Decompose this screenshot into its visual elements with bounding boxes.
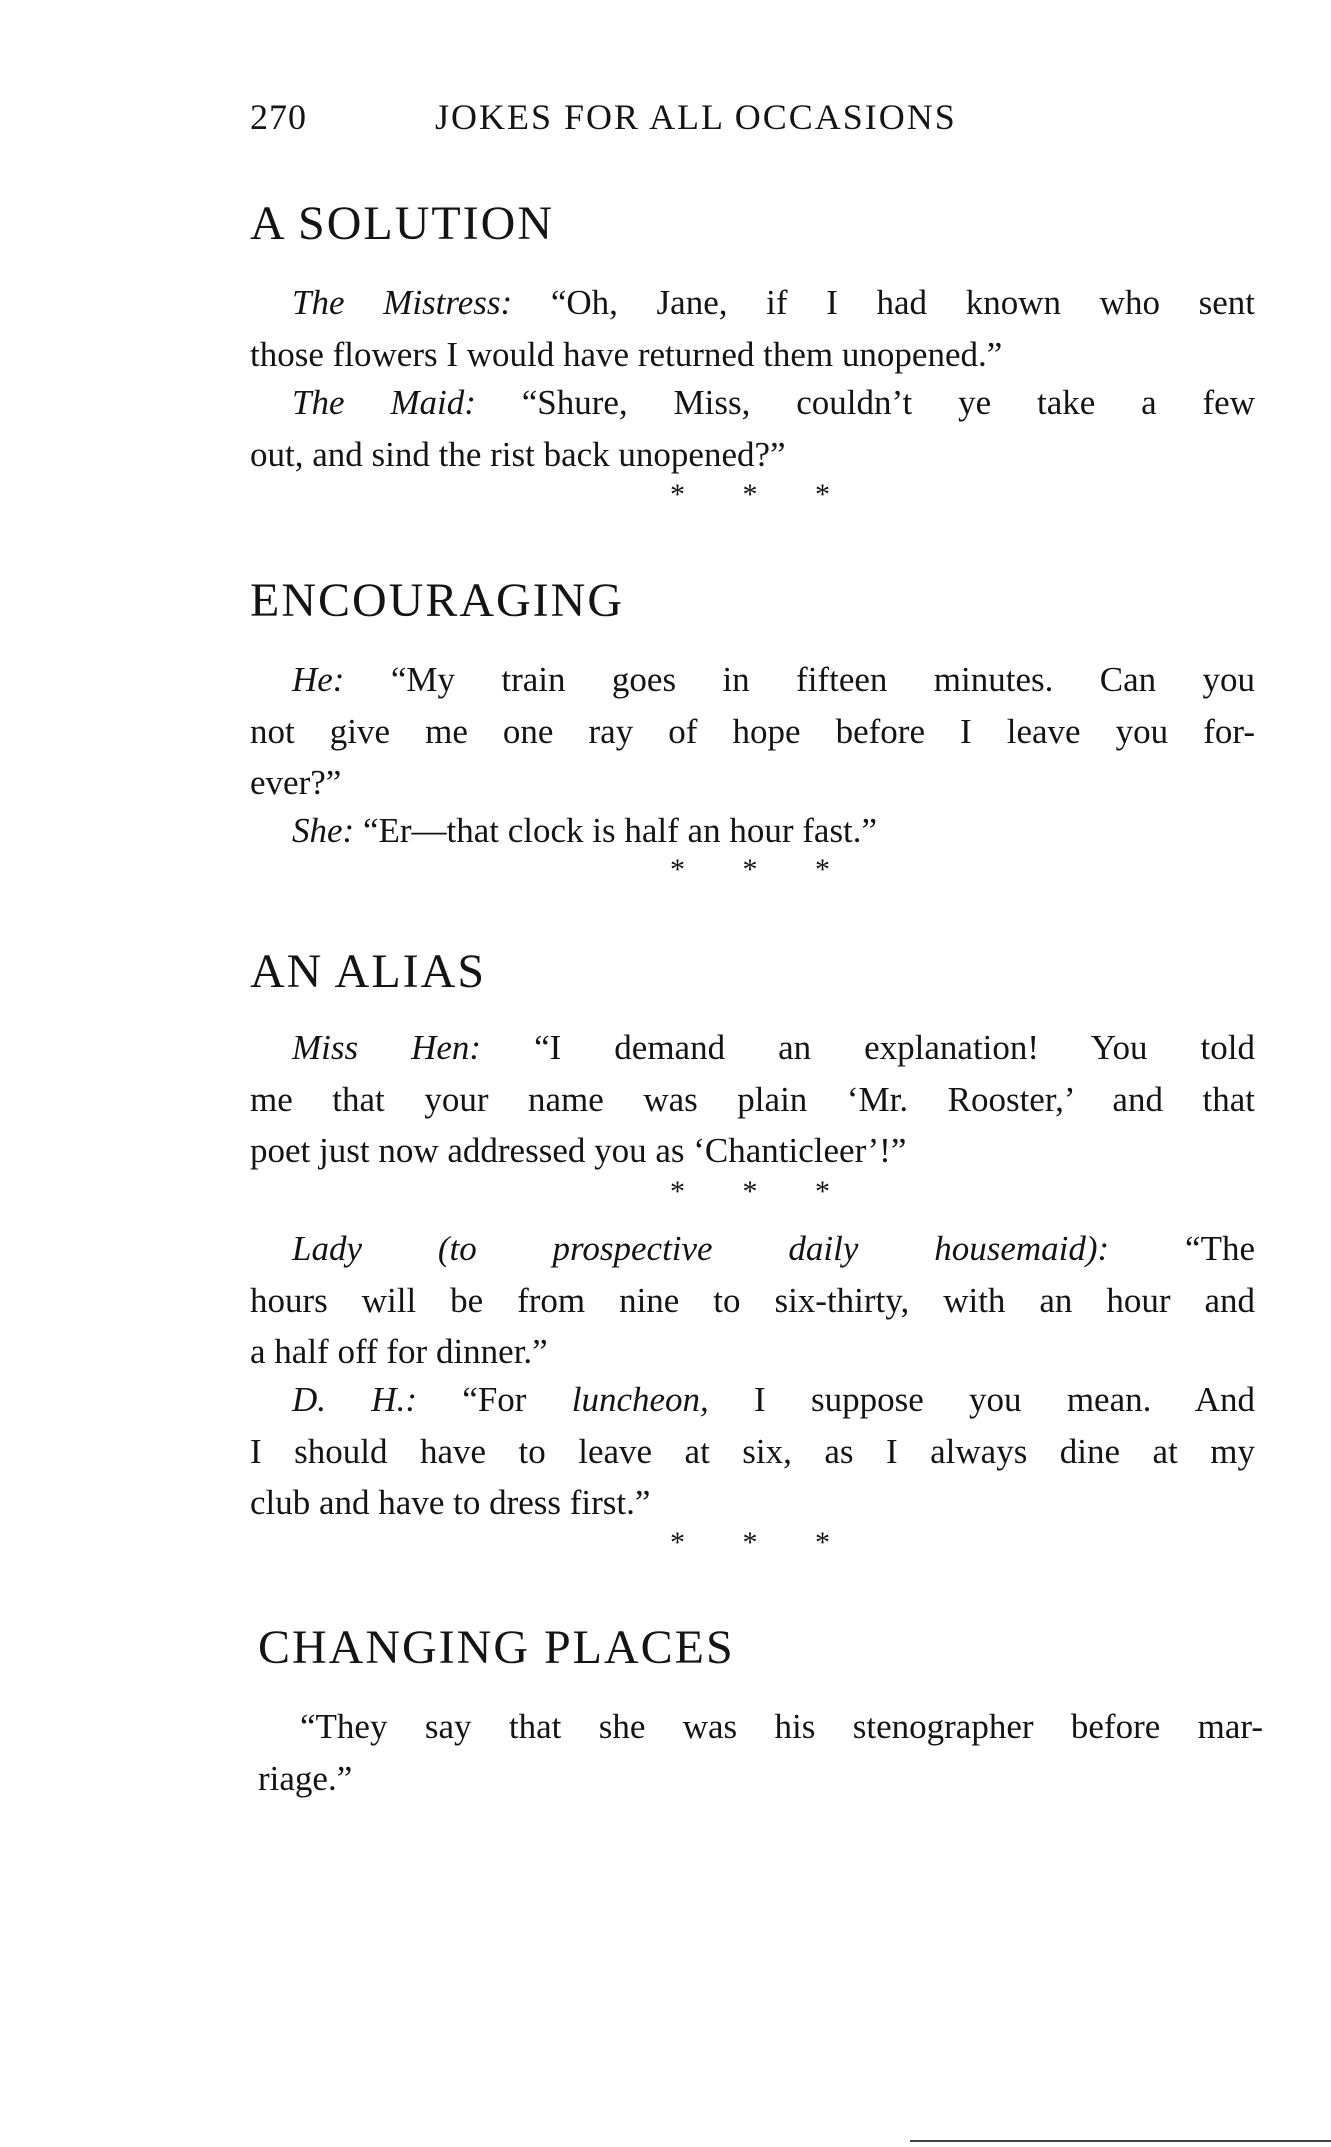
text: “My train goes in fifteen minutes. Can you <box>344 660 1255 699</box>
text: ever?” <box>250 763 342 802</box>
text: “For <box>417 1380 572 1419</box>
text-line <box>258 1701 1263 1753</box>
text-line <box>250 1426 1255 1478</box>
paragraph <box>250 805 1255 857</box>
text: not give me one ray of hope before I leave you for- <box>250 711 1255 751</box>
italic-text: D. H.: <box>292 1380 417 1419</box>
text: me that your name was plain ‘Mr. Rooster,’ and that <box>250 1079 1255 1119</box>
text-line <box>250 1074 1255 1126</box>
heading-encouraging: ENCOURAGING <box>250 574 624 627</box>
separator-stars: * * * <box>670 478 830 511</box>
text-line <box>250 805 1255 857</box>
running-title: JOKES FOR ALL OCCASIONS <box>435 97 957 137</box>
text: “Er—that clock is half an hour fast.” <box>354 811 878 850</box>
text-line <box>250 1477 1255 1529</box>
separator-stars: * * * <box>670 1175 830 1208</box>
text-line <box>250 1022 1255 1074</box>
text-line <box>250 329 1255 381</box>
text-line <box>258 1753 1263 1805</box>
text: I suppose you mean. And <box>708 1380 1255 1419</box>
text: “I demand an explanation! You told <box>481 1028 1255 1067</box>
separator-stars: * * * <box>670 853 830 886</box>
paragraph <box>250 1223 1255 1378</box>
heading-an-alias: AN ALIAS <box>250 945 487 998</box>
paragraph <box>250 377 1255 480</box>
text: “Shure, Miss, couldn’t ye take a few <box>475 383 1255 422</box>
paragraph <box>258 1701 1263 1804</box>
paragraph <box>250 1374 1255 1529</box>
text: poet just now addressed you as ‘Chanticleer’!” <box>250 1131 907 1170</box>
text: club and have to dress first.” <box>250 1483 651 1522</box>
text-line <box>250 1223 1255 1275</box>
text-line <box>250 277 1255 329</box>
paragraph <box>250 277 1255 380</box>
italic-text: He: <box>292 660 345 699</box>
page-number: 270 <box>250 97 307 137</box>
text: “Oh, Jane, if I had known who sent <box>512 283 1255 322</box>
text-line <box>250 377 1255 429</box>
italic-text: She: <box>292 811 355 850</box>
text: those flowers I would have returned them unopened.” <box>250 334 1003 374</box>
text: riage.” <box>258 1758 353 1798</box>
italic-text: Lady (to prospective daily housemaid): <box>292 1229 1110 1268</box>
heading-a-solution: A SOLUTION <box>250 197 554 250</box>
text-line <box>250 1374 1255 1426</box>
separator-stars: * * * <box>670 1526 830 1559</box>
page-edge-rule <box>910 2140 1331 2142</box>
text: “The <box>1109 1229 1256 1268</box>
text-line <box>250 1125 1255 1177</box>
italic-text: The Maid: <box>292 383 476 422</box>
text: “They say that she was his stenographer before mar- <box>300 1707 1263 1746</box>
italic-text: The Mistress: <box>292 283 513 322</box>
paragraph <box>250 1022 1255 1177</box>
italic-text: Miss Hen: <box>292 1028 482 1067</box>
text-line <box>250 654 1255 706</box>
text-line <box>250 1275 1255 1327</box>
text: I should have to leave at six, as I always dine at my <box>250 1431 1255 1471</box>
text: out, and sind the rist back unopened?” <box>250 434 786 474</box>
text: a half off for dinner.” <box>250 1332 548 1371</box>
paragraph <box>250 654 1255 809</box>
text-line <box>250 757 1255 809</box>
text-line <box>250 706 1255 758</box>
text: hours will be from nine to six-thirty, with an hour and <box>250 1280 1255 1320</box>
heading-changing-places: CHANGING PLACES <box>258 1621 735 1674</box>
text-line <box>250 1326 1255 1378</box>
italic-text: luncheon, <box>571 1380 709 1419</box>
text-line <box>250 429 1255 481</box>
